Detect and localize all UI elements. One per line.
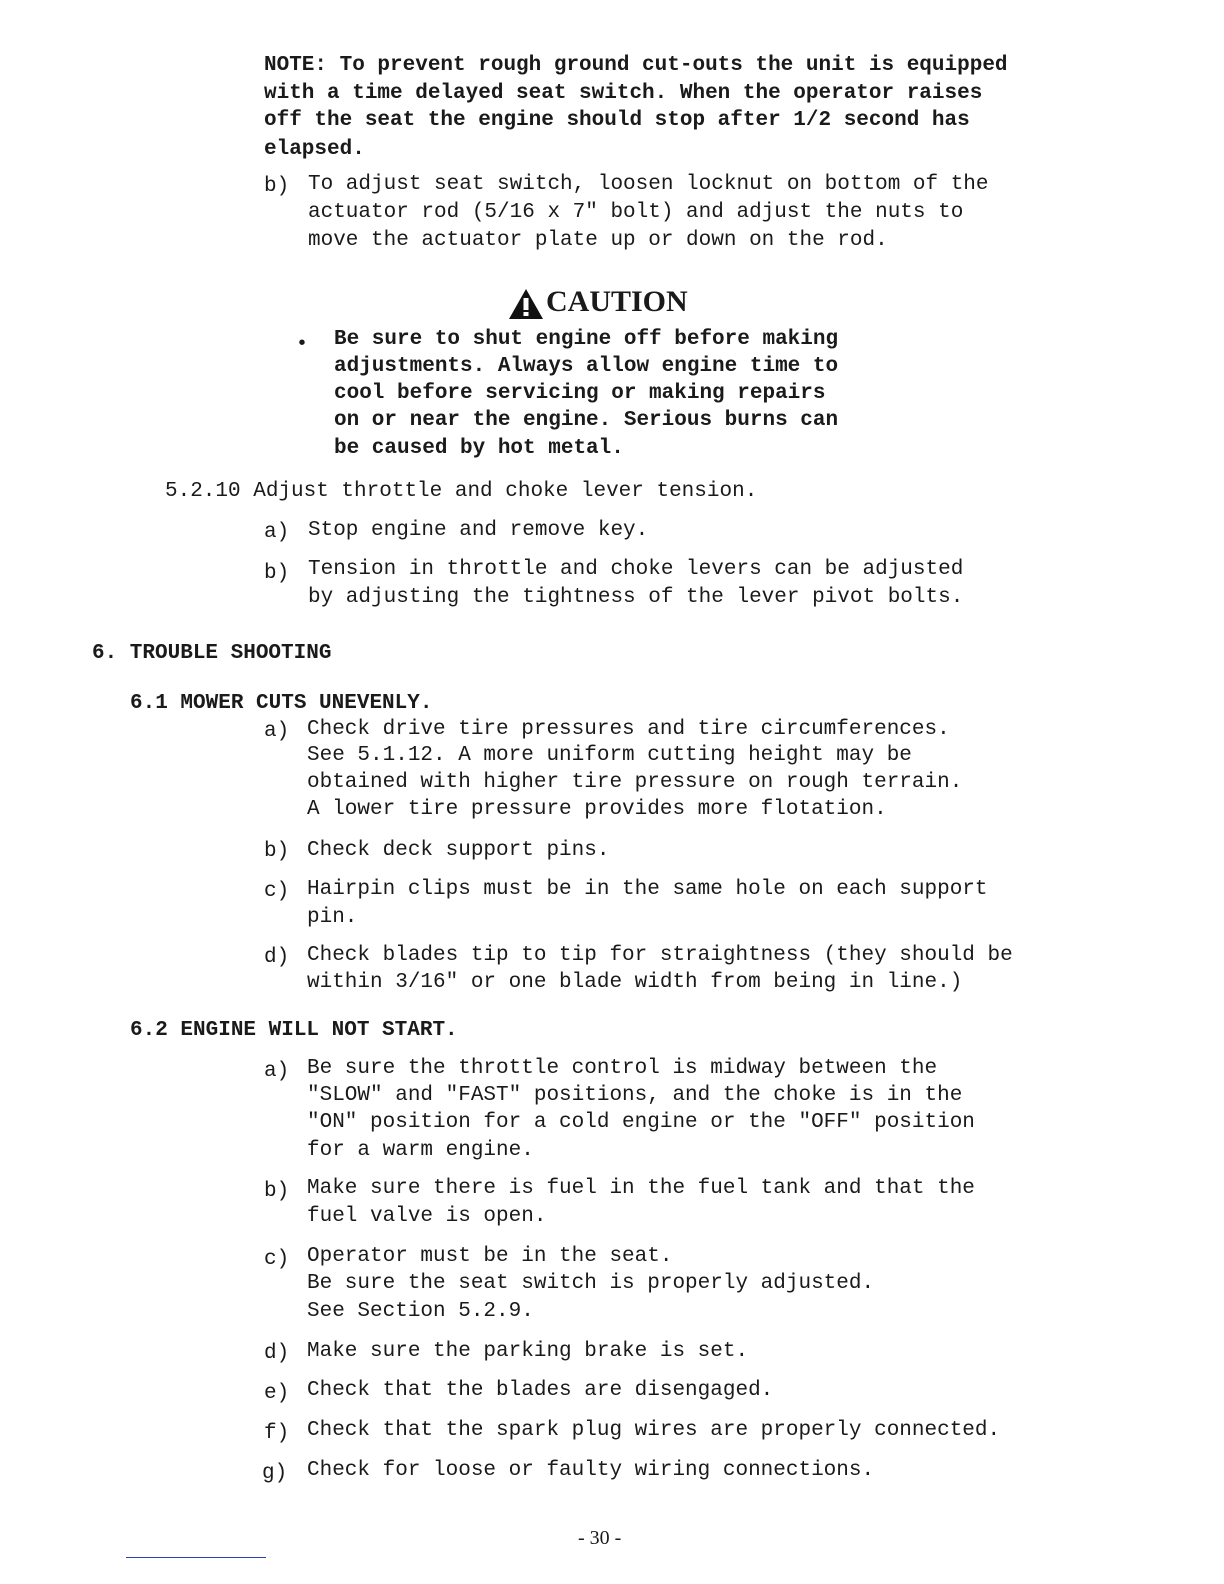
step-label: g) bbox=[262, 1462, 288, 1485]
step-line: Make sure there is fuel in the fuel tank and that the bbox=[307, 1177, 975, 1200]
step-label: c) bbox=[264, 880, 290, 903]
step-line: Stop engine and remove key. bbox=[308, 519, 649, 542]
step-label: a) bbox=[264, 1060, 290, 1083]
step-label: a) bbox=[264, 521, 290, 544]
step-label: b) bbox=[264, 175, 290, 198]
step-line: Check that the spark plug wires are properly connected. bbox=[307, 1419, 1001, 1442]
step-line: Check drive tire pressures and tire circumferences. bbox=[307, 718, 950, 741]
step-line: move the actuator plate up or down on the rod. bbox=[308, 229, 888, 252]
step-label: d) bbox=[264, 946, 290, 969]
step-line: Check that the blades are disengaged. bbox=[307, 1379, 774, 1402]
caution-line: on or near the engine. Serious burns can bbox=[334, 409, 839, 432]
step-line: by adjusting the tightness of the lever pivot bolts. bbox=[308, 586, 964, 609]
note-line: off the seat the engine should stop after 1/2 second has bbox=[264, 109, 970, 132]
section-5-2-10-heading: 5.2.10 Adjust throttle and choke lever tension. bbox=[165, 480, 758, 503]
step-line: Be sure the throttle control is midway between the bbox=[307, 1057, 938, 1080]
step-line: A lower tire pressure provides more flotation. bbox=[307, 798, 887, 821]
section-6-heading: 6. TROUBLE SHOOTING bbox=[92, 642, 332, 665]
caution-heading bbox=[508, 284, 688, 320]
caution-bullet: • bbox=[296, 333, 309, 356]
caution-line: cool before servicing or making repairs bbox=[334, 382, 826, 405]
step-line: Check blades tip to tip for straightness (they should be bbox=[307, 944, 1013, 967]
step-line: See Section 5.2.9. bbox=[307, 1300, 534, 1323]
step-line: "SLOW" and "FAST" positions, and the choke is in the bbox=[307, 1084, 963, 1107]
step-label: b) bbox=[264, 562, 290, 585]
step-line: Check deck support pins. bbox=[307, 839, 610, 862]
step-line: Be sure the seat switch is properly adjusted. bbox=[307, 1272, 875, 1295]
note-line: elapsed. bbox=[264, 138, 365, 161]
step-line: for a warm engine. bbox=[307, 1139, 534, 1162]
page-number: - 30 - bbox=[578, 1527, 622, 1549]
step-line: obtained with higher tire pressure on rough terrain. bbox=[307, 771, 963, 794]
section-6-2-heading: 6.2 ENGINE WILL NOT START. bbox=[130, 1019, 458, 1042]
step-line: Make sure the parking brake is set. bbox=[307, 1340, 749, 1363]
caution-line: be caused by hot metal. bbox=[334, 437, 624, 460]
caution-line: adjustments. Always allow engine time to bbox=[334, 355, 839, 378]
step-line: actuator rod (5/16 x 7" bolt) and adjust the nuts to bbox=[308, 201, 964, 224]
step-line: fuel valve is open. bbox=[307, 1205, 547, 1228]
step-line: Hairpin clips must be in the same hole on each support bbox=[307, 878, 988, 901]
step-line: within 3/16" or one blade width from being in line.) bbox=[307, 971, 963, 994]
step-line: Check for loose or faulty wiring connections. bbox=[307, 1459, 875, 1482]
step-line: "ON" position for a cold engine or the "OFF" position bbox=[307, 1111, 975, 1134]
step-label: c) bbox=[264, 1248, 290, 1271]
step-label: b) bbox=[264, 1180, 290, 1203]
step-label: f) bbox=[264, 1422, 290, 1445]
step-line: See 5.1.12. A more uniform cutting height may be bbox=[307, 744, 912, 767]
warning-triangle-icon bbox=[508, 288, 544, 320]
step-line: To adjust seat switch, loosen locknut on bottom of the bbox=[308, 173, 989, 196]
step-label: a) bbox=[264, 720, 290, 743]
step-label: b) bbox=[264, 840, 290, 863]
note-line: with a time delayed seat switch. When the operator raises bbox=[264, 82, 983, 105]
step-line: Tension in throttle and choke levers can be adjusted bbox=[308, 558, 964, 581]
footer-rule bbox=[126, 1557, 266, 1558]
step-line: pin. bbox=[307, 906, 358, 929]
step-label: e) bbox=[264, 1382, 290, 1405]
caution-title: CAUTION bbox=[546, 285, 688, 318]
step-line: Operator must be in the seat. bbox=[307, 1245, 673, 1268]
note-line: NOTE: To prevent rough ground cut-outs the unit is equipped bbox=[264, 54, 1008, 77]
step-label: d) bbox=[264, 1342, 290, 1365]
caution-line: Be sure to shut engine off before making bbox=[334, 328, 839, 351]
section-6-1-heading: 6.1 MOWER CUTS UNEVENLY. bbox=[130, 692, 433, 715]
